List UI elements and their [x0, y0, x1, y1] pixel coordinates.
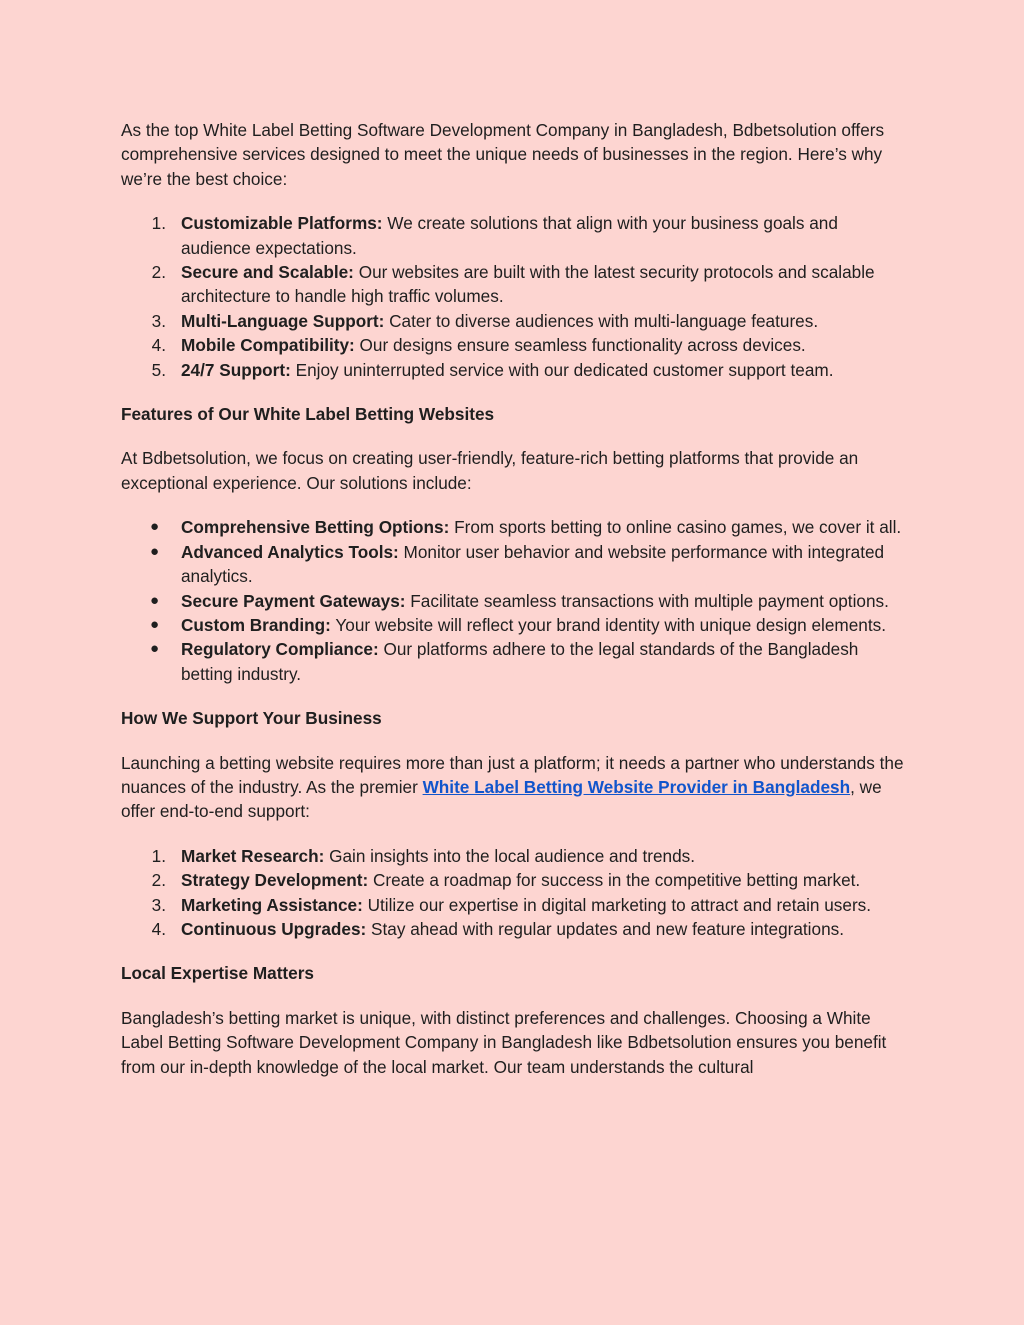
- list-number: 2.: [151, 870, 166, 891]
- list-number: 4.: [151, 335, 166, 356]
- provider-link[interactable]: White Label Betting Website Provider in Bangladesh: [422, 776, 851, 797]
- support-heading: How We Support Your Business: [121, 708, 382, 729]
- item-title: Custom Branding:: [181, 614, 331, 635]
- item-text: Monitor user behavior and website performance with integrated analytics.: [181, 541, 885, 587]
- bullet-icon: ●: [150, 615, 160, 633]
- item-text: Your website will reflect your brand identity with unique design elements.: [330, 614, 886, 635]
- item-text: From sports betting to online casino games, we cover it all.: [449, 517, 902, 538]
- item-text: Utilize our expertise in digital marketing to attract and retain users.: [362, 894, 872, 915]
- list-item: [121, 211, 904, 260]
- support-intro: [121, 751, 904, 824]
- intro-paragraph: As the top White Label Betting Software Development Company in Bangladesh, Bdbetsolution offers comprehensive services designed to meet the unique needs of businesses in the region. Here’s why we’re the best choice:: [121, 120, 885, 189]
- item-title: Secure Payment Gateways:: [181, 590, 406, 611]
- item-text: Our platforms adhere to the legal standards of the Bangladesh betting industry.: [181, 639, 859, 684]
- list-number: 4.: [151, 918, 166, 939]
- list-number: 1.: [151, 845, 166, 866]
- local-heading: Local Expertise Matters: [121, 963, 314, 984]
- item-title: Customizable Platforms:: [181, 213, 383, 234]
- support-intro-after: , we offer end-to-end support:: [121, 776, 882, 822]
- reasons-list: [121, 211, 904, 382]
- item-text: Our websites are built with the latest security protocols and scalable architecture to handle high traffic volumes.: [181, 262, 875, 307]
- item-title: Advanced Analytics Tools:: [181, 541, 399, 562]
- list-number: 5.: [151, 359, 166, 380]
- item-title: 24/7 Support:: [181, 359, 291, 380]
- item-title: Secure and Scalable:: [181, 262, 354, 283]
- item-text: Create a roadmap for success in the competitive betting market.: [368, 870, 861, 891]
- list-item: [121, 589, 904, 613]
- list-number: 3.: [151, 894, 166, 915]
- list-item: [121, 515, 904, 539]
- list-item: [121, 893, 904, 917]
- bullet-icon: ●: [150, 518, 160, 536]
- bullet-icon: ●: [150, 591, 160, 609]
- list-number: 3.: [151, 310, 166, 331]
- list-item: [121, 260, 904, 309]
- list-number: 1.: [151, 213, 166, 234]
- item-title: Strategy Development:: [181, 870, 369, 891]
- item-text: Facilitate seamless transactions with multiple payment options.: [405, 590, 889, 611]
- list-item: [121, 613, 904, 637]
- list-item: [121, 309, 904, 333]
- item-text: Gain insights into the local audience and trends.: [324, 845, 696, 866]
- item-text: Cater to diverse audiences with multi-language features.: [384, 310, 819, 331]
- list-item: [121, 868, 904, 892]
- support-intro-before: Launching a betting website requires more than just a platform; it needs a partner who understands the nuances of the industry. As the premier: [121, 752, 904, 797]
- item-title: Comprehensive Betting Options:: [181, 517, 450, 538]
- support-list: [121, 844, 904, 942]
- features-intro: At Bdbetsolution, we focus on creating user-friendly, feature-rich betting platforms that provide an exceptional experience. Our solutions include:: [121, 448, 859, 493]
- list-item: [121, 917, 904, 941]
- bullet-icon: ●: [150, 640, 160, 658]
- local-paragraph: Bangladesh’s betting market is unique, with distinct preferences and challenges. Choosing a White Label Betting Software Development Company in Bangladesh like Bdbetsolution ensures you benefit from our in-depth knowledge of the local market. Our team understands the cultural: [121, 1007, 887, 1077]
- list-item: [121, 358, 904, 382]
- item-text: We create solutions that align with your business goals and audience expectations.: [181, 213, 838, 258]
- list-item: [121, 637, 904, 686]
- bullet-icon: ●: [150, 542, 160, 560]
- list-number: 2.: [151, 262, 166, 283]
- item-title: Multi-Language Support:: [181, 310, 385, 331]
- item-title: Marketing Assistance:: [181, 894, 363, 915]
- item-text: Our designs ensure seamless functionality across devices.: [354, 335, 806, 356]
- features-list: [121, 515, 904, 686]
- item-title: Regulatory Compliance:: [181, 639, 379, 660]
- list-item: [121, 844, 904, 868]
- list-item: [121, 333, 904, 357]
- item-text: Stay ahead with regular updates and new feature integrations.: [366, 918, 844, 939]
- item-title: Market Research:: [181, 845, 325, 866]
- item-title: Mobile Compatibility:: [181, 335, 355, 356]
- item-title: Continuous Upgrades:: [181, 918, 367, 939]
- features-heading: Features of Our White Label Betting Websites: [121, 404, 495, 425]
- list-item: [121, 540, 904, 589]
- item-text: Enjoy uninterrupted service with our dedicated customer support team.: [290, 359, 834, 380]
